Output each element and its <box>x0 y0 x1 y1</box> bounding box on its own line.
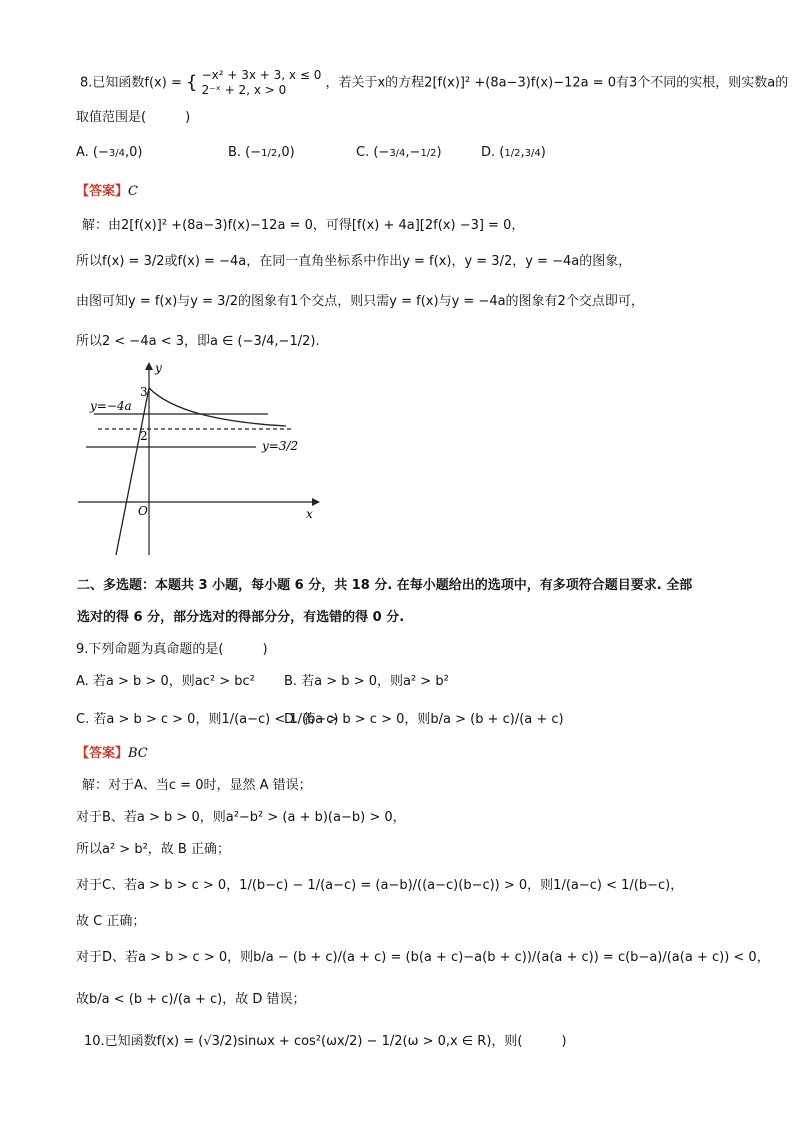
q9-solution-line-3: 所以a² > b²，故 B 正确； <box>76 842 230 857</box>
q9-option-a: A. 若a > b > 0，则ac² > bc² <box>76 674 255 689</box>
exponential-branch <box>149 388 286 426</box>
q8-solution-line-2: 所以f(x) = 3/2或f(x) = −4a，在同一直角坐标系中作出y = f(x)，y = 3/2，y = −4a的图象， <box>76 254 632 269</box>
function-graph <box>76 360 326 560</box>
q10-stem: 10.已知函数f(x) = (√3/2)sinωx + cos²(ωx/2) − 1/2(ω > 0,x ∈ R)，则( ) <box>84 1034 567 1049</box>
section-title-2: 选对的得 6 分，部分选对的得部分分，有选错的得 0 分. <box>77 610 405 625</box>
q8-stem-2: 取值范围是( ) <box>76 110 191 125</box>
answer-value: BC <box>128 746 148 761</box>
label-y-3-2: y=3/2 <box>262 439 299 453</box>
q9-stem: 9.下列命题为真命题的是( ) <box>76 642 268 657</box>
q9-solution-line-4: 对于C、若a > b > c > 0，1/(b−c) − 1/(a−c) = (a−b)/((a−c)(b−c)) > 0，则1/(a−c) < 1/(b−c)， <box>76 878 684 893</box>
q8-option-c: C. (−3/4,−1/2) <box>356 145 442 160</box>
answer-label: 【答案】 <box>76 184 129 199</box>
q8-option-a: A. (−3/4,0) <box>76 145 143 160</box>
tick-2-label: 2 <box>140 429 148 443</box>
q9-option-b: B. 若a > b > 0，则a² > b² <box>284 674 449 689</box>
y-axis-arrow <box>145 362 153 370</box>
q8-solution-line-1: 解：由2[f(x)]² +(8a−3)f(x)−12a = 0，可得[f(x) + 4a][2f(x) −3] = 0， <box>82 218 525 233</box>
q8-option-d: D. (1/2,3/4) <box>481 145 546 160</box>
q8-stem: 8.已知函数f(x) = { −x² + 3x + 3, x ≤ 0 2⁻ˣ + 2, x > 0 ，若关于x的方程2[f(x)]² +(8a−3)f(x)−12a = 0有3个不同的实根，则实数a的 <box>80 68 789 97</box>
answer-label: 【答案】 <box>76 746 129 761</box>
label-y-neg4a: y=−4a <box>90 399 132 413</box>
x-axis-label: x <box>306 507 313 521</box>
q9-answer <box>76 742 148 761</box>
q8-solution-line-3: 由图可知y = f(x)与y = 3/2的图象有1个交点，则只需y = f(x)与y = −4a的图象有2个交点即可， <box>76 294 644 309</box>
x-axis-arrow <box>312 498 320 506</box>
q9-solution-line-2: 对于B、若a > b > 0，则a²−b² > (a + b)(a−b) > 0， <box>76 810 406 825</box>
q9-solution-line-7: 故b/a < (b + c)/(a + c)，故 D 错误； <box>76 992 306 1007</box>
tick-3-label: 3 <box>140 385 148 399</box>
q8-answer <box>76 180 138 199</box>
q9-option-c: C. 若a > b > c > 0，则1/(a−c) < 1/(b−c) <box>76 712 339 727</box>
q8-solution-line-4: 所以2 < −4a < 3，即a ∈ (−3/4,−1/2). <box>76 334 320 349</box>
q9-solution-line-5: 故 C 正确； <box>76 914 146 929</box>
q9-solution-line-1: 解：对于A、当c = 0时，显然 A 错误； <box>82 778 312 793</box>
origin-label: O <box>138 504 148 518</box>
q9-option-d: D. 若a > b > c > 0，则b/a > (b + c)/(a + c) <box>284 712 564 727</box>
parabola-branch <box>116 388 149 555</box>
q9-solution-line-6: 对于D、若a > b > c > 0，则b/a − (b + c)/(a + c) = (b(a + c)−a(b + c))/(a(a + c)) = c(b−a)/(a(a + c)) < 0， <box>76 950 770 965</box>
y-axis-label: y <box>155 361 162 375</box>
section-title: 二、多选题：本题共 3 小题，每小题 6 分，共 18 分. 在每小题给出的选项中，有多项符合题目要求. 全部 <box>77 578 693 593</box>
q8-option-b: B. (−1/2,0) <box>228 145 295 160</box>
answer-value: C <box>128 184 138 199</box>
